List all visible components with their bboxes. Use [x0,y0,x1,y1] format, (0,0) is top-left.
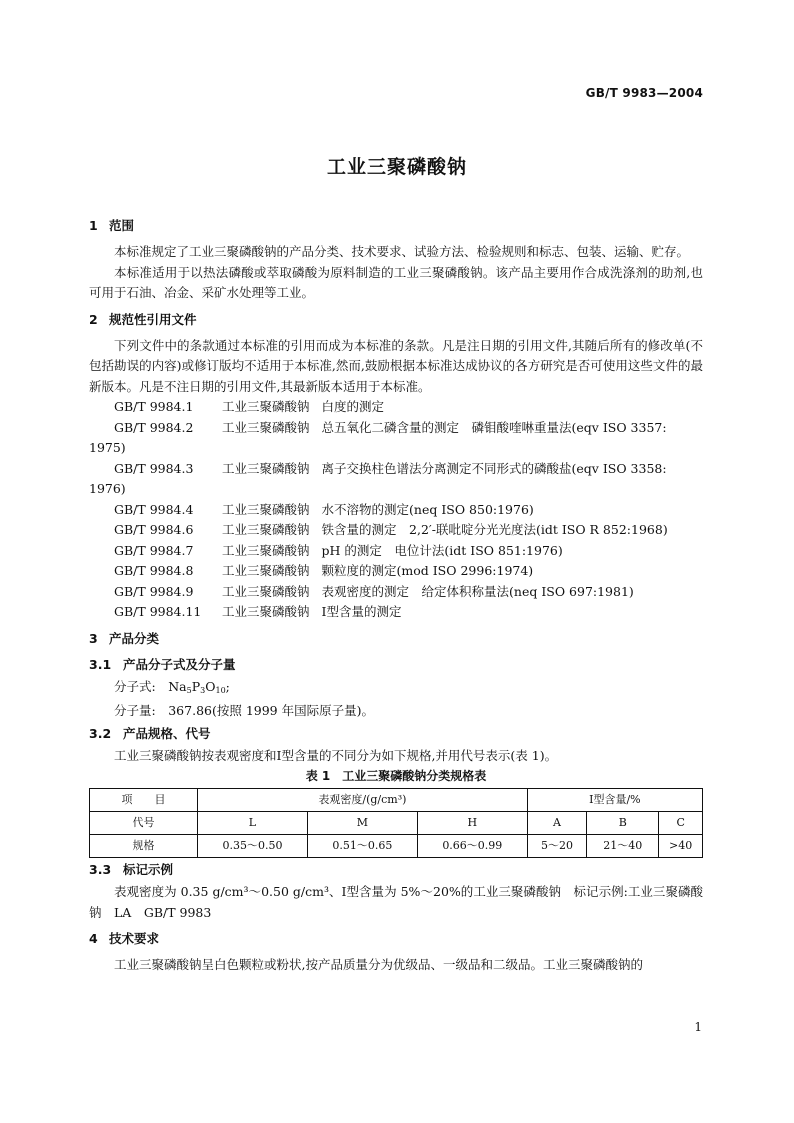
section-number: 3.2 [89,725,112,741]
reference-code: GB/T 9984.2 [114,419,194,435]
section-number: 3.1 [89,656,112,672]
table-caption: 表 1 工业三聚磷酸钠分类规格表 [305,769,487,783]
reference-product: 工业三聚磷酸钠 [222,399,310,414]
reference-description: 水不溶物的测定(neq ISO 850:1976) [321,501,534,517]
table-cell: 0.66～0.99 [417,835,527,858]
formula-p-sub: 3 [200,685,206,695]
section-number: 3 [89,630,98,646]
page-number: 1 [694,1020,702,1034]
section-title: 技术要求 [109,931,160,946]
table-header-density: 表观密度/(g/cm³) [198,789,528,812]
reference-code: GB/T 9984.6 [114,522,194,537]
reference-item [89,602,703,623]
formula-end: ; [225,678,230,694]
table-row-label: 代号 [90,812,198,835]
reference-continuation: 1975) [89,440,126,455]
section-title: 范围 [109,218,135,233]
reference-product: 工业三聚磷酸钠 [222,542,310,558]
section-1-heading [89,216,703,236]
reference-product: 工业三聚磷酸钠 [222,604,310,619]
reference-item [89,500,703,521]
reference-description: 铁含量的测定 2,2′-联吡啶分光光度法(idt ISO R 852:1968) [321,522,668,537]
section-number: 4 [89,931,98,946]
paragraph: 本标准适用于以热法磷酸或萃取磷酸为原料制造的工业三聚磷酸钠。该产品主要用作合成洗涤剂的助剂,也可用于石油、冶金、采矿水处理等工业。 [89,264,703,300]
paragraph: 工业三聚磷酸钠呈白色颗粒或粉状,按产品质量分为优级品、一级品和二级品。工业三聚磷酸钠的 [114,957,643,972]
reference-item [89,397,703,418]
weight-label: 分子量: [114,703,156,718]
paragraph: 本标准规定了工业三聚磷酸钠的产品分类、技术要求、试验方法、检验规则和标志、包装、运输、贮存。 [114,244,690,259]
classification-table [89,788,703,858]
reference-code: GB/T 9984.11 [114,604,202,619]
reference-list [89,397,703,623]
section-number: 1 [89,218,98,233]
section-title: 标记示例 [123,862,174,877]
reference-code: GB/T 9984.9 [114,583,194,599]
table-cell: 0.35～0.50 [198,835,308,858]
reference-item [89,459,703,480]
table-cell: A [527,812,586,835]
document-body [89,210,703,976]
table-cell: M [307,812,417,835]
table-row [90,789,703,812]
reference-product: 工业三聚磷酸钠 [222,501,310,517]
reference-code: GB/T 9984.3 [114,460,194,476]
table-cell: 0.51～0.65 [307,835,417,858]
formula-o: O [205,678,216,694]
reference-description: 离子交换柱色谱法分离测定不同形式的磷酸盐(eqv ISO 3358: [321,460,667,476]
paragraph: 下列文件中的条款通过本标准的引用而成为本标准的条款。凡是注日期的引用文件,其随后所有的修改单(不包括勘误的内容)或修订版均不适用于本标准,然而,鼓励根据本标准达成协议的各方研究是否可使用这些文件的最新版本。凡是不注日期的引用文件,其最新版本适用于本标准。 [89,337,703,394]
table-cell: C [659,812,703,835]
reference-description: 总五氧化二磷含量的测定 磷钼酸喹啉重量法(eqv ISO 3357: [321,419,667,435]
section-title: 产品分子式及分子量 [123,656,236,672]
table-cell: L [198,812,308,835]
formula-na-sub: 5 [186,685,192,695]
section-3-2-heading [89,724,703,744]
standard-number: GB/T 9983—2004 [585,86,703,100]
document-title: 工业三聚磷酸钠 [326,156,467,178]
table-header-item: 项 目 [90,789,198,812]
reference-code: GB/T 9984.4 [114,501,194,517]
paragraph: 表观密度为 0.35 g/cm³～0.50 g/cm³、Ⅰ型含量为 5%～20%的工业三聚磷酸钠 标记示例:工业三聚磷酸钠 LA GB/T 9983 [89,884,703,920]
reference-product: 工业三聚磷酸钠 [222,563,310,578]
section-3-3-heading [89,860,703,880]
reference-item [89,418,703,439]
molecular-formula [89,677,703,702]
table-cell: H [417,812,527,835]
formula-na: Na [168,678,187,694]
reference-continuation: 1976) [89,481,126,496]
section-3-1-heading [89,655,703,675]
section-title: 规范性引用文件 [109,311,197,327]
section-2-heading [89,310,703,330]
table-row-label: 规格 [90,835,198,858]
section-4-heading [89,929,703,949]
reference-description: Ⅰ型含量的测定 [321,604,402,619]
reference-item [89,520,703,541]
reference-code: GB/T 9984.8 [114,563,194,578]
section-3-heading [89,629,703,649]
reference-product: 工业三聚磷酸钠 [222,419,310,435]
reference-item [89,541,703,562]
reference-code: GB/T 9984.7 [114,542,194,558]
paragraph: 工业三聚磷酸钠按表观密度和Ⅰ型含量的不同分为如下规格,并用代号表示(表 1)。 [114,747,558,763]
formula-o-sub: 10 [215,685,226,695]
table-row [90,835,703,858]
reference-description: pH 的测定 电位计法(idt ISO 851:1976) [321,542,563,558]
reference-description: 白度的测定 [321,399,385,414]
table-header-type1: Ⅰ型含量/% [527,789,702,812]
reference-item [89,561,703,582]
reference-product: 工业三聚磷酸钠 [222,583,310,599]
table-cell: B [587,812,659,835]
reference-product: 工业三聚磷酸钠 [222,522,310,537]
molecular-weight [89,701,703,722]
table-cell: >40 [659,835,703,858]
weight-value: 367.86(按照 1999 年国际原子量)。 [168,703,374,718]
section-title: 产品规格、代号 [123,725,211,741]
reference-item [89,582,703,603]
table-cell: 21～40 [587,835,659,858]
section-number: 2 [89,311,98,327]
reference-code: GB/T 9984.1 [114,399,194,414]
formula-label: 分子式: [114,678,156,694]
section-number: 3.3 [89,862,112,877]
reference-product: 工业三聚磷酸钠 [222,460,310,476]
table-row [90,812,703,835]
table-cell: 5～20 [527,835,586,858]
formula-p: P [191,678,201,694]
section-title: 产品分类 [109,630,160,646]
reference-description: 颗粒度的测定(mod ISO 2996:1974) [321,563,534,578]
reference-description: 表观密度的测定 给定体积称量法(neq ISO 697:1981) [321,583,634,599]
